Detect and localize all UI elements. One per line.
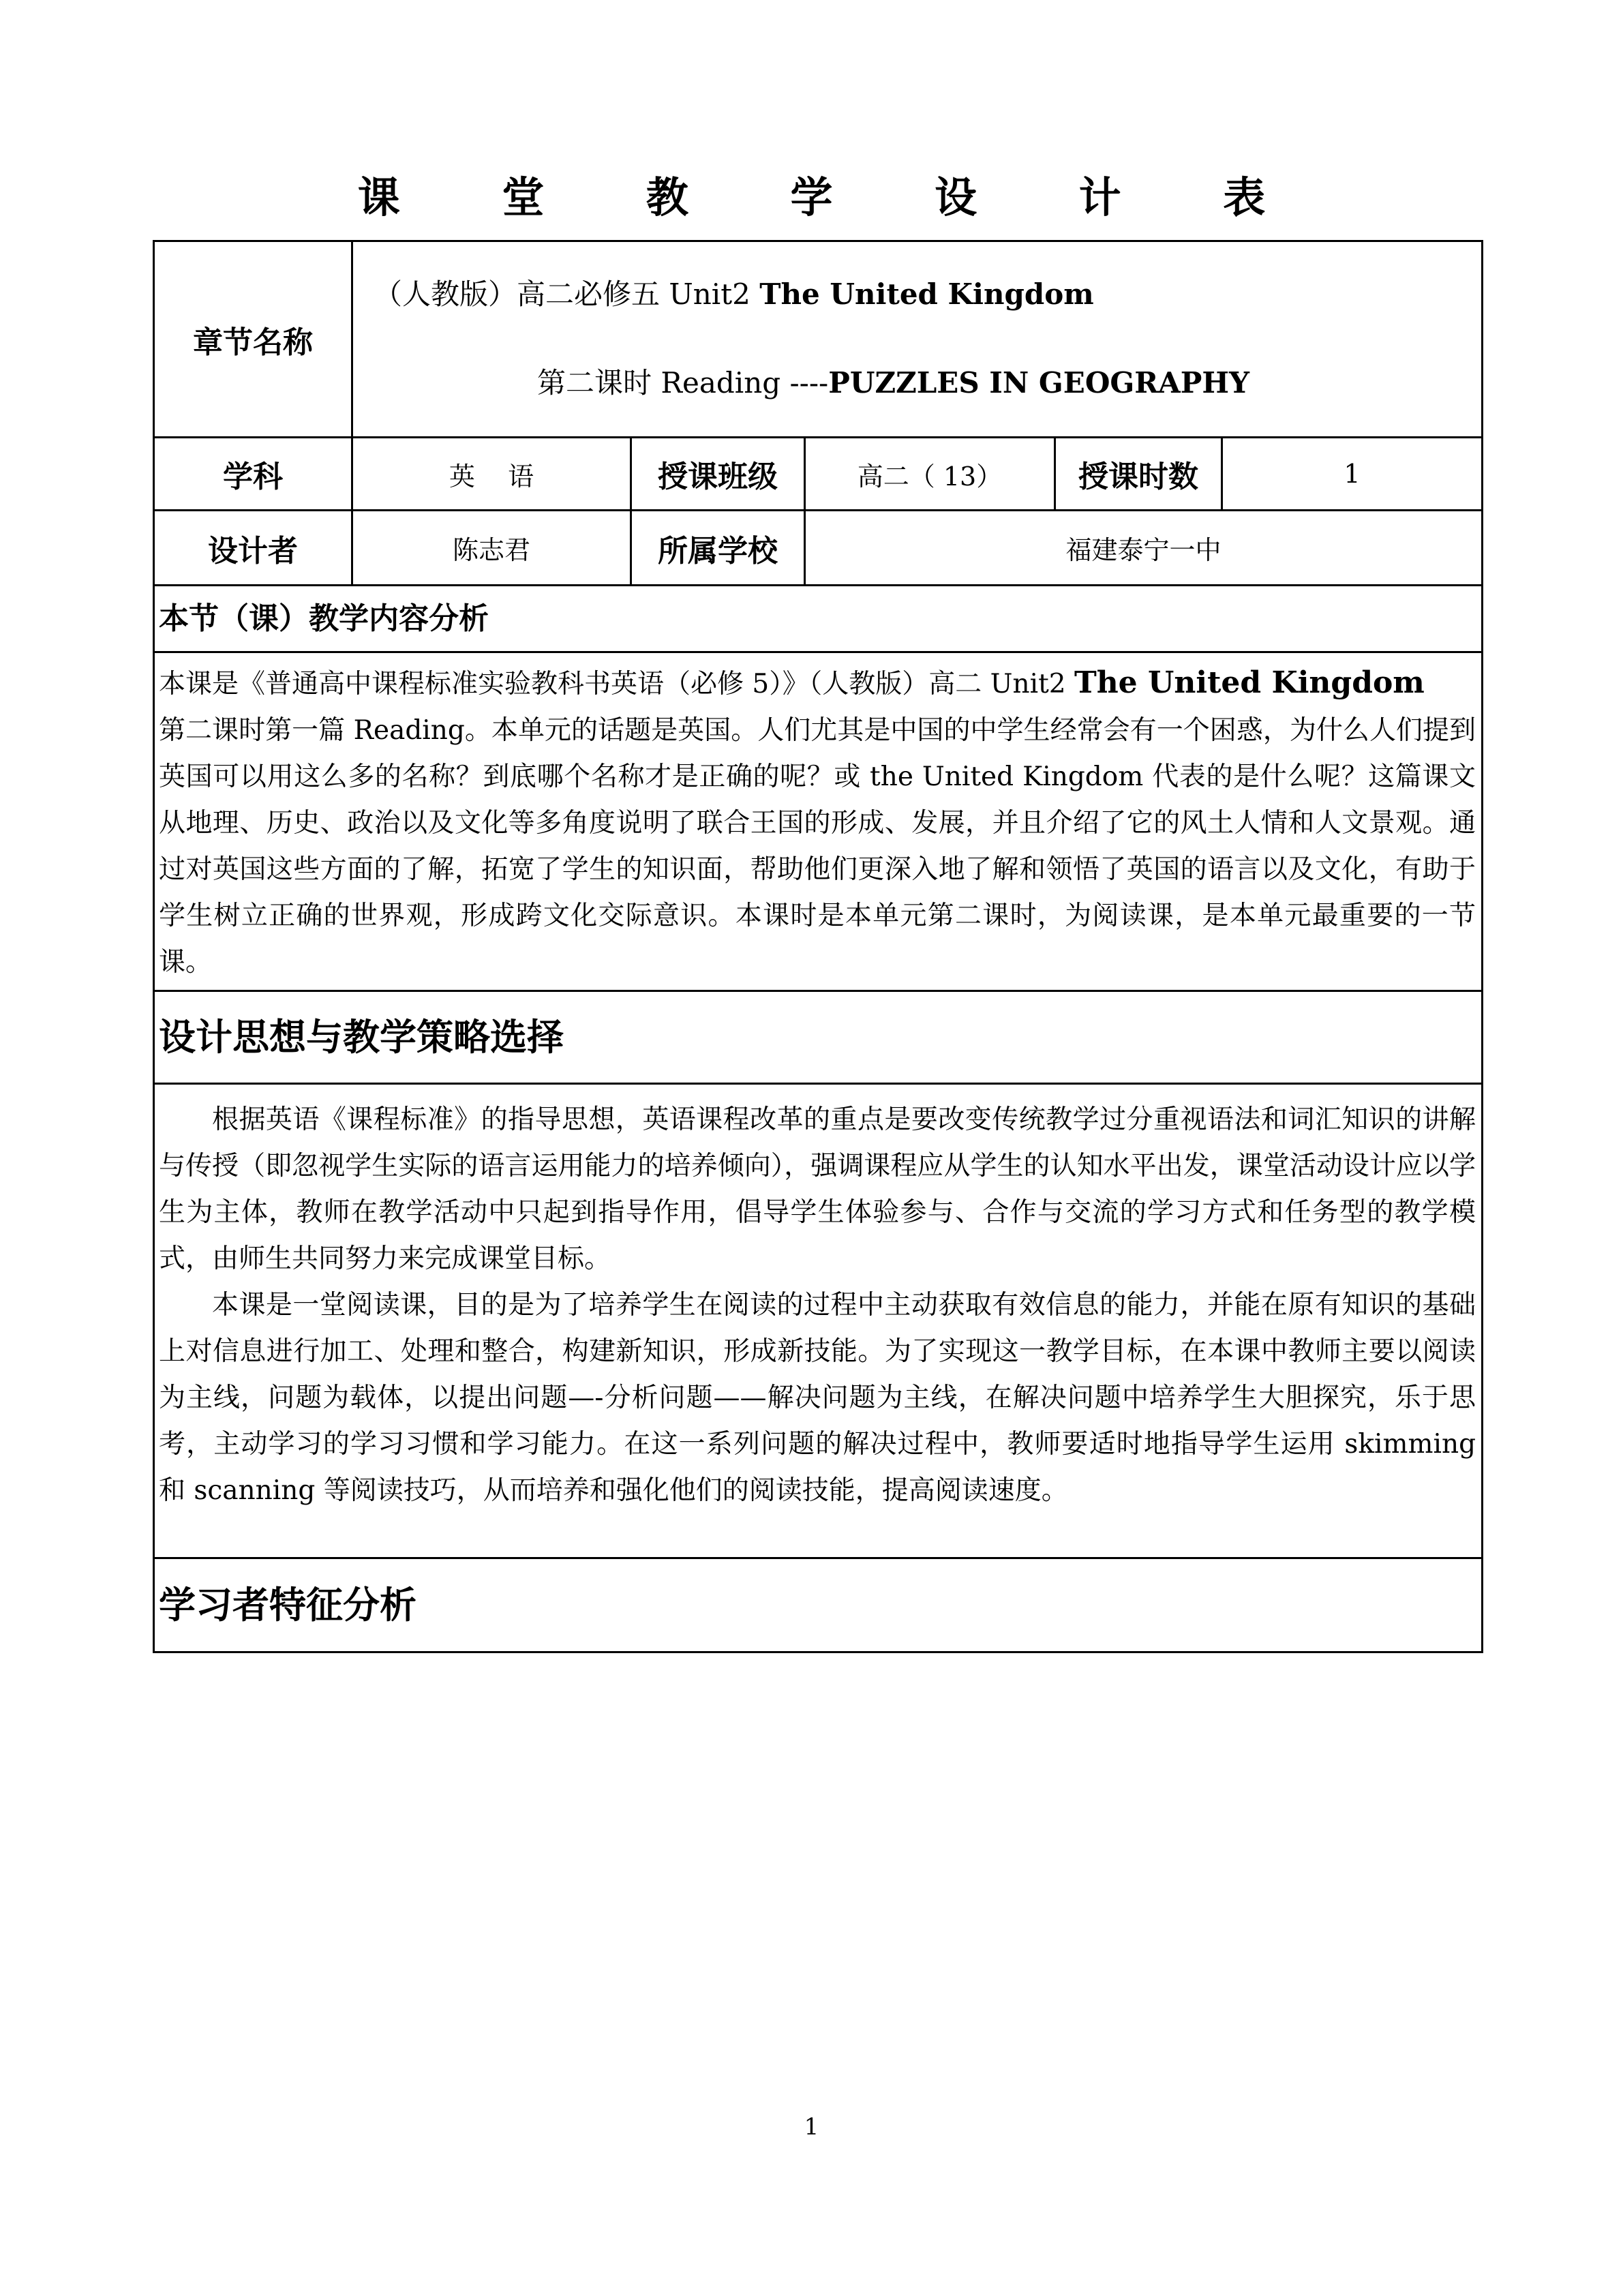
lesson-design-table (153, 240, 1483, 1653)
content-analysis-body-row (154, 652, 1483, 991)
hours-label: 授课时数 (1055, 438, 1222, 511)
content-analysis-text (154, 652, 1483, 991)
chapter-line-1-prefix: （人教版）高二必修五 Unit2 (374, 277, 760, 311)
chapter-line-2-bold: PUZZLES IN GEOGRAPHY (828, 365, 1250, 399)
content-analysis-rest: 第二课时第一篇 Reading。本单元的话题是英国。人们尤其是中国的中学生经常会有一个困惑，为什么人们提到英国可以用这么多的名称？到底哪个名称才是正确的呢？或 the United Kingdom 代表的是什么呢？这篇课文从地理、历史、政治以及文化等多角度说明了联合王国的形成、发展，并且介绍了它的风土人情和人文景观。通过对英国这些方面的了解，拓宽了学生的知识面，帮助他们更深入地了解和领悟了英国的语言以及文化，有助于学生树立正确的世界观，形成跨文化交际意识。本课时是本单元第二课时，为阅读课，是本单元最重要的一节课。 (159, 715, 1476, 978)
chapter-line-2 (374, 363, 1468, 409)
subject-row (154, 438, 1483, 511)
chapter-line-1-bold: The United Kingdom (759, 277, 1094, 311)
design-text (154, 1084, 1483, 1558)
designer-label: 设计者 (154, 511, 352, 586)
design-body-row (154, 1084, 1483, 1558)
designer-row (154, 511, 1483, 586)
content-analysis-prefix: 本课是《普通高中课程标准实验教科书英语（必修 5）》（人教版）高二 Unit2 (159, 669, 1074, 699)
subject-value: 英 语 (352, 438, 631, 511)
design-paragraph-2: 本课是一堂阅读课，目的是为了培养学生在阅读的过程中主动获取有效信息的能力，并能在原有知识的基础上对信息进行加工、处理和整合，构建新知识，形成新技能。为了实现这一教学目标，在本课中教师主要以阅读为主线，问题为载体，以提出问题—-分析问题——解决问题为主线，在解决问题中培养学生大胆探究，乐于思考，主动学习的学习习惯和学习能力。在这一系列问题的解决过程中，教师要适时地指导学生运用 skimming 和 scanning 等阅读技巧，从而培养和强化他们的阅读技能，提高阅读速度。 (159, 1290, 1476, 1506)
school-value: 福建泰宁一中 (805, 511, 1483, 586)
subject-label: 学科 (154, 438, 352, 511)
hours-value: 1 (1222, 438, 1483, 511)
page-number: 1 (804, 2113, 819, 2141)
content-analysis-heading: 本节（课）教学内容分析 (154, 586, 1483, 652)
school-label: 所属学校 (631, 511, 805, 586)
class-value: 高二（ 13） (805, 438, 1055, 511)
chapter-value (352, 241, 1483, 438)
design-paragraph-1: 根据英语《课程标准》的指导思想，英语课程改革的重点是要改变传统教学过分重视语法和词汇知识的讲解与传授（即忽视学生实际的语言运用能力的培养倾向），强调课程应从学生的认知水平出发，课堂活动设计应以学生为主体，教师在教学活动中只起到指导作用，倡导学生体验参与、合作与交流的学习方式和任务型的教学模式，由师生共同努力来完成课堂目标。 (159, 1104, 1476, 1274)
content-analysis-bold: The United Kingdom (1074, 665, 1425, 700)
chapter-line-2-prefix: 第二课时 Reading ---- (537, 365, 829, 399)
chapter-label: 章节名称 (154, 241, 352, 438)
designer-value: 陈志君 (352, 511, 631, 586)
document-title: 课 堂 教 学 设 计 表 (357, 172, 1309, 222)
design-heading-row (154, 991, 1483, 1084)
learner-heading-row (154, 1558, 1483, 1652)
content-analysis-heading-row (154, 586, 1483, 652)
class-label: 授课班级 (631, 438, 805, 511)
chapter-line-1 (374, 270, 1468, 315)
learner-heading: 学习者特征分析 (154, 1558, 1483, 1652)
chapter-row (154, 241, 1483, 438)
design-heading: 设计思想与教学策略选择 (154, 991, 1483, 1084)
